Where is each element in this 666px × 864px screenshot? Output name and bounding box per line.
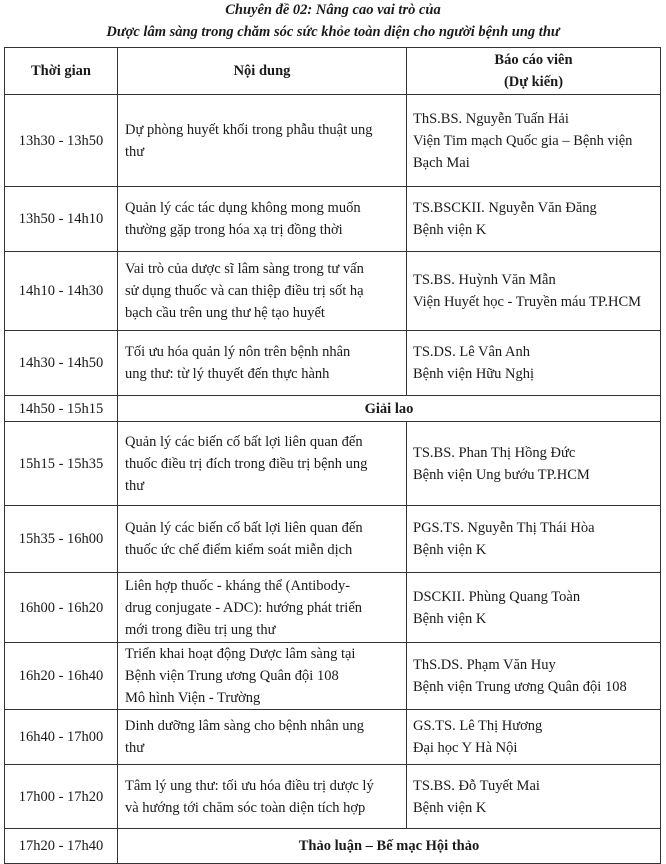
table-row (5, 95, 661, 187)
header-speaker (407, 48, 661, 95)
table-row (5, 252, 661, 331)
speaker-cell (407, 422, 661, 506)
content-line: Quản lý các tác dụng không mong muốn (125, 200, 361, 216)
table-row (5, 331, 661, 396)
speaker-cell (407, 252, 661, 331)
time-cell: 16h40 - 17h00 (5, 710, 118, 765)
content-line: Mô hình Viện - Trường (125, 690, 261, 706)
break-cell: Thảo luận – Bế mạc Hội thảo (118, 829, 661, 864)
content-cell (118, 765, 407, 829)
content-line: Vai trò của dược sĩ lâm sàng trong tư vấn (125, 261, 364, 277)
speaker-line: Viện Huyết học - Truyền máu TP.HCM (413, 294, 642, 310)
content-cell (118, 643, 407, 710)
session-title: Chuyên đề 02: Nâng cao vai trò của (225, 2, 441, 18)
table-header-row (5, 48, 661, 95)
speaker-line: Viện Tim mạch Quốc gia – Bệnh viện (413, 132, 633, 149)
speaker-line: Đại học Y Hà Nội (413, 740, 518, 756)
break-cell: Giải lao (118, 396, 661, 422)
speaker-line: Bệnh viện K (413, 799, 487, 816)
content-line: Liên hợp thuốc - kháng thể (Antibody- (125, 577, 351, 594)
speaker-cell (407, 506, 661, 573)
content-cell (118, 710, 407, 765)
header-speaker-note: (Dự kiến) (503, 74, 564, 90)
content-line: Tối ưu hóa quản lý nôn trên bệnh nhân (125, 344, 351, 360)
content-line: ung thư: từ lý thuyết đến thực hành (125, 366, 330, 382)
speaker-cell (407, 187, 661, 252)
content-line: Quản lý các biến cố bất lợi liên quan đến (125, 433, 363, 450)
speaker-line: TS.BS. Phan Thị Hồng Đức (413, 444, 576, 461)
speaker-line: Bệnh viện K (413, 542, 487, 558)
time-cell: 16h20 - 16h40 (5, 643, 118, 710)
speaker-line: GS.TS. Lê Thị Hương (413, 718, 543, 734)
table-row-break (5, 829, 661, 864)
speaker-cell (407, 331, 661, 396)
time-cell: 13h50 - 14h10 (5, 187, 118, 252)
speaker-cell (407, 710, 661, 765)
speaker-line: Bệnh viện K (413, 610, 487, 627)
content-line: Bệnh viện Trung ương Quân đội 108 (125, 668, 339, 684)
content-line: thuốc điều trị đích trong điều trị bệnh ung (125, 455, 368, 472)
speaker-line: DSCKII. Phùng Quang Toàn (413, 588, 581, 605)
content-line: bạch cầu trên ung thư hệ tạo huyết (125, 305, 325, 321)
speaker-line: Bệnh viện Trung ương Quân đội 108 (413, 679, 627, 695)
time-cell: 14h10 - 14h30 (5, 252, 118, 331)
schedule-body (5, 95, 661, 864)
time-cell: 14h30 - 14h50 (5, 331, 118, 396)
table-row (5, 506, 661, 573)
speaker-cell (407, 573, 661, 643)
speaker-line: Bệnh viện Ung bướu TP.HCM (413, 466, 590, 483)
content-cell (118, 252, 407, 331)
table-row (5, 573, 661, 643)
content-cell (118, 187, 407, 252)
time-cell: 16h00 - 16h20 (5, 573, 118, 643)
content-cell (118, 95, 407, 187)
content-line: thư (125, 477, 145, 494)
speaker-cell (407, 95, 661, 187)
content-line: drug conjugate - ADC): hướng phát triển (125, 599, 363, 616)
content-line: sử dụng thuốc và can thiệp điều trị sốt hạ (125, 283, 364, 299)
speaker-cell (407, 643, 661, 710)
time-cell: 17h20 - 17h40 (5, 829, 118, 864)
time-cell: 13h30 - 13h50 (5, 95, 118, 187)
speaker-line: ThS.BS. Nguyễn Tuấn Hải (413, 110, 569, 127)
header-content: Nội dung (118, 48, 407, 95)
content-cell (118, 422, 407, 506)
table-row-break (5, 396, 661, 422)
session-subtitle: Dược lâm sàng trong chăm sóc sức khỏe toàn diện cho người bệnh ung thư (106, 24, 560, 40)
speaker-line: Bạch Mai (413, 154, 470, 171)
header-time: Thời gian (5, 48, 118, 95)
speaker-line: ThS.DS. Phạm Văn Huy (413, 657, 556, 673)
content-line: mới trong điều trị ung thư (125, 621, 276, 638)
speaker-line: TS.BS. Huỳnh Văn Mẫn (413, 272, 556, 288)
schedule-table (4, 47, 661, 864)
speaker-line: TS.BSCKII. Nguyễn Văn Đăng (413, 200, 597, 216)
speaker-line: Bệnh viện K (413, 222, 487, 238)
content-cell (118, 506, 407, 573)
table-row (5, 422, 661, 506)
speaker-line: PGS.TS. Nguyễn Thị Thái Hòa (413, 520, 595, 536)
header-speaker-title: Báo cáo viên (494, 52, 573, 68)
speaker-line: Bệnh viện Hữu Nghị (413, 366, 535, 382)
content-cell (118, 331, 407, 396)
content-line: Dinh dưỡng lâm sàng cho bệnh nhân ung (125, 718, 365, 734)
content-cell (118, 573, 407, 643)
content-line: và hướng tới chăm sóc toàn diện tích hợp (125, 799, 366, 816)
time-cell: 17h00 - 17h20 (5, 765, 118, 829)
content-line: Dự phòng huyết khối trong phẫu thuật ung (125, 121, 373, 138)
table-row (5, 187, 661, 252)
time-cell: 14h50 - 15h15 (5, 396, 118, 422)
content-line: Triển khai hoạt động Dược lâm sàng tại (125, 646, 356, 662)
time-cell: 15h35 - 16h00 (5, 506, 118, 573)
table-row (5, 643, 661, 710)
speaker-line: TS.DS. Lê Vân Anh (413, 344, 530, 360)
content-line: Tâm lý ung thư: tối ưu hóa điều trị dược lý (125, 777, 374, 794)
content-line: thư (125, 740, 145, 756)
content-line: thư (125, 143, 145, 160)
content-line: thuốc ức chế điểm kiểm soát miễn dịch (125, 542, 353, 558)
speaker-line: TS.BS. Đỗ Tuyết Mai (413, 777, 540, 794)
content-line: Quản lý các biến cố bất lợi liên quan đến (125, 520, 363, 536)
time-cell: 15h15 - 15h35 (5, 422, 118, 506)
speaker-cell (407, 765, 661, 829)
content-line: thường gặp trong hóa xạ trị đồng thời (125, 222, 343, 238)
table-row (5, 765, 661, 829)
table-row (5, 710, 661, 765)
